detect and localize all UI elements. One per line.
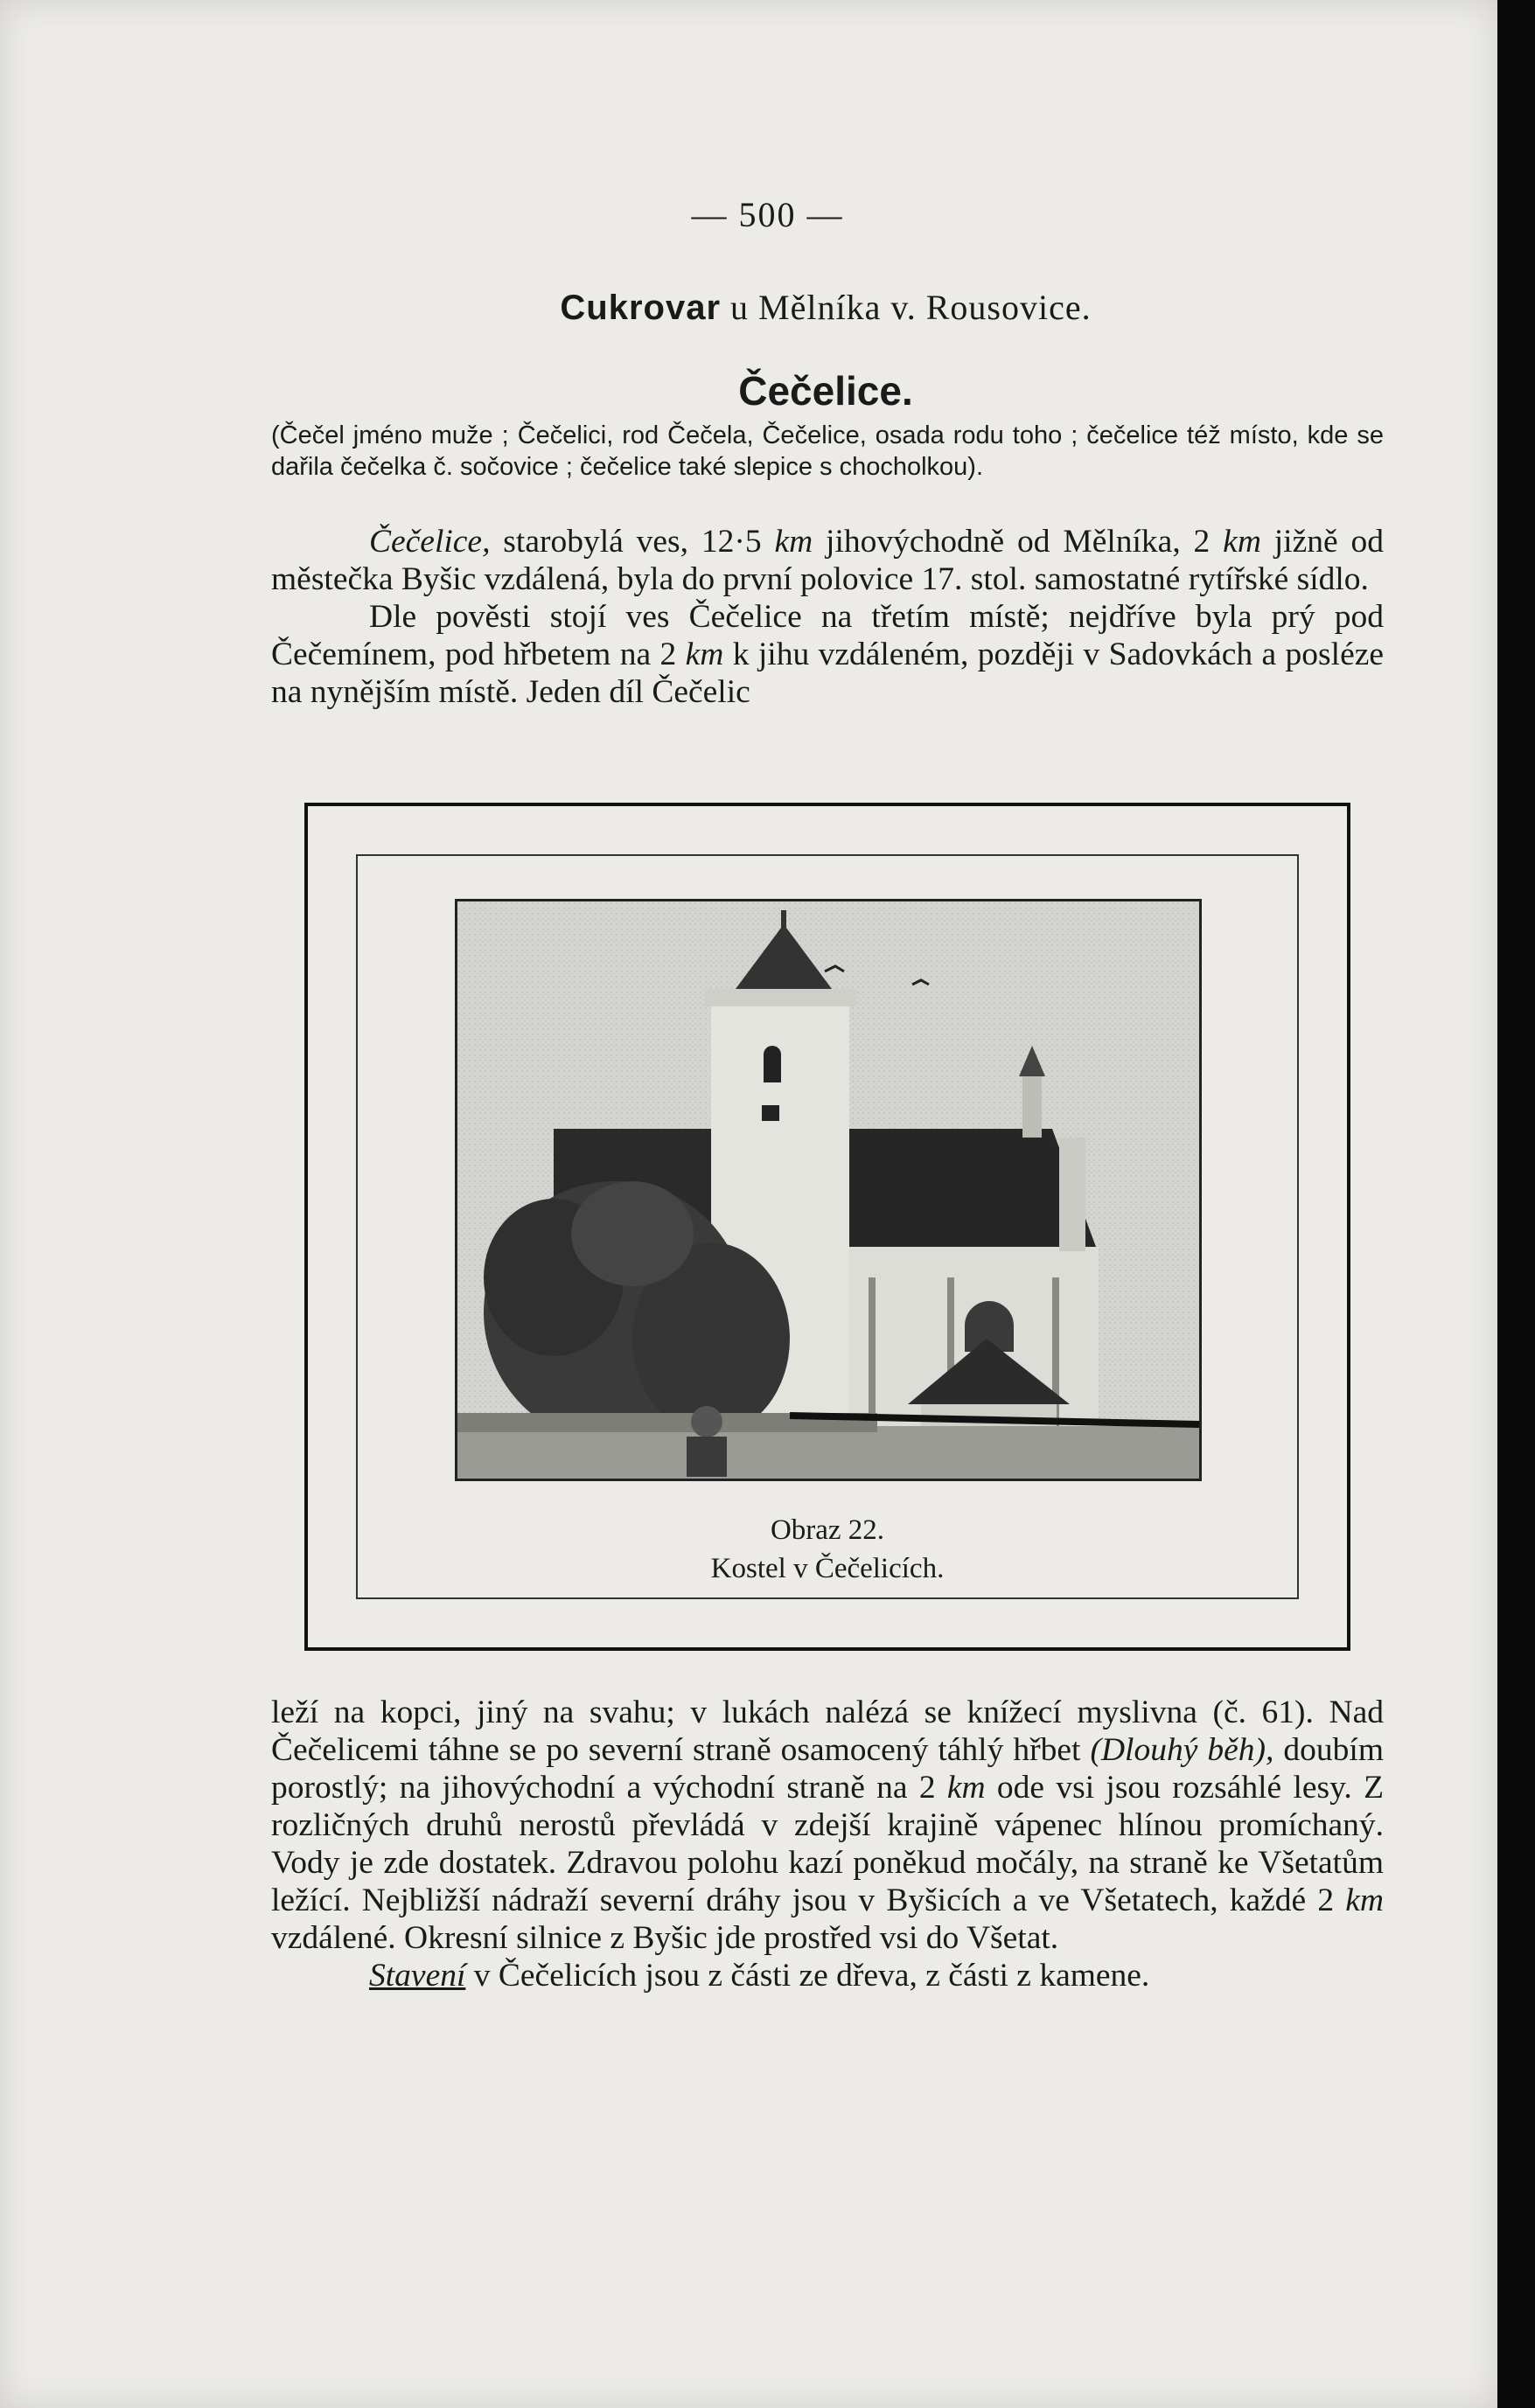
para3-km2: km bbox=[1345, 1883, 1384, 1918]
para4-italic: Stavení bbox=[369, 1958, 466, 1994]
para3-km1: km bbox=[946, 1770, 986, 1806]
para2-b: k jihu vzdáleném, později v Sadovkách a posléze na nynějším místě. Jeden díl Čečelic bbox=[271, 637, 1384, 710]
para2-km: km bbox=[685, 637, 724, 672]
tower-cornice bbox=[704, 989, 856, 1006]
east-gable bbox=[1059, 1138, 1085, 1251]
paragraph-4 bbox=[271, 1957, 1384, 1994]
etymology-note: (Čečel jméno muže ; Čečelici, rod Čečela, Čečelice, osada rodu toho ; čečelice též místo, kde se dařila čečelka č. sočovice ; čečelice také slepice s chocholkou). bbox=[271, 421, 1384, 481]
person-body bbox=[687, 1437, 727, 1477]
tower-cross bbox=[781, 910, 786, 928]
tree-top bbox=[571, 1181, 694, 1286]
figure-label: Obraz 22. bbox=[770, 1514, 885, 1546]
church-photo bbox=[455, 899, 1202, 1481]
para1-italic: Čečelice, bbox=[369, 524, 491, 560]
paragraph-1 bbox=[271, 523, 1384, 598]
para3-b: doubím porostlý; na jihovýchodní a východní straně na 2 bbox=[271, 1732, 1384, 1806]
ground bbox=[457, 1426, 1199, 1479]
para3-italic: (Dlouhý běh), bbox=[1090, 1732, 1274, 1768]
figure-caption: Kostel v Čečelicích. bbox=[710, 1553, 945, 1584]
para1-mid: jihovýchodně od Mělníka, 2 bbox=[813, 524, 1224, 560]
para3-c: ode vsi jsou rozsáhlé lesy. Z rozličných druhů nerostů převládá v zdejší krajině vápenec hlínou promíchaný. Vody je zde dostatek. Zdravou polohu kazí poněkud močály, na straně ke Všetatům ležící. Nejbližší nádraží severní dráhy jsou v Byšicích a ve Všetatech, každé 2 bbox=[271, 1770, 1384, 1918]
para3-a: leží na kopci, jiný na svahu; v lukách nalézá se knížecí myslivna (č. 61). Nad Čečelicemi táhne se po severní straně osamocený táhlý hřbet bbox=[271, 1695, 1384, 1768]
text-block-top bbox=[271, 523, 1384, 711]
para2-a: Dle pověsti stojí ves Čečelice na třetím místě; nejdříve byla prý pod Čečemínem, pod hřbetem na 2 bbox=[271, 599, 1384, 672]
para1-end: jižně od městečka Byšic vzdálená, byla do první polovice 17. stol. samostatné rytířské sídlo. bbox=[271, 524, 1384, 597]
para1-km1: km bbox=[774, 524, 813, 560]
text-block-bottom bbox=[271, 1694, 1384, 1994]
section-title: Čečelice. bbox=[738, 368, 913, 414]
para1-rest: starobylá ves, 12·5 bbox=[490, 524, 775, 560]
running-head-rest: u Mělníka v. Rousovice. bbox=[730, 288, 1092, 327]
paragraph-2 bbox=[271, 598, 1384, 711]
tower-window bbox=[762, 1105, 779, 1121]
running-head bbox=[0, 287, 1535, 328]
turret bbox=[1022, 1076, 1042, 1138]
para1-km2: km bbox=[1223, 524, 1261, 560]
church-illustration bbox=[457, 901, 1199, 1479]
para3-d: vzdálené. Okresní silnice z Byšic jde prostřed vsi do Všetat. bbox=[271, 1920, 1059, 1956]
paragraph-3 bbox=[271, 1694, 1384, 1957]
para4-rest: v Čečelicích jsou z části ze dřeva, z části z kamene. bbox=[465, 1958, 1150, 1994]
person bbox=[691, 1406, 722, 1437]
page-number: — 500 — bbox=[691, 195, 844, 234]
belfry-window bbox=[764, 1046, 781, 1082]
running-head-bold: Cukrovar bbox=[560, 289, 722, 327]
